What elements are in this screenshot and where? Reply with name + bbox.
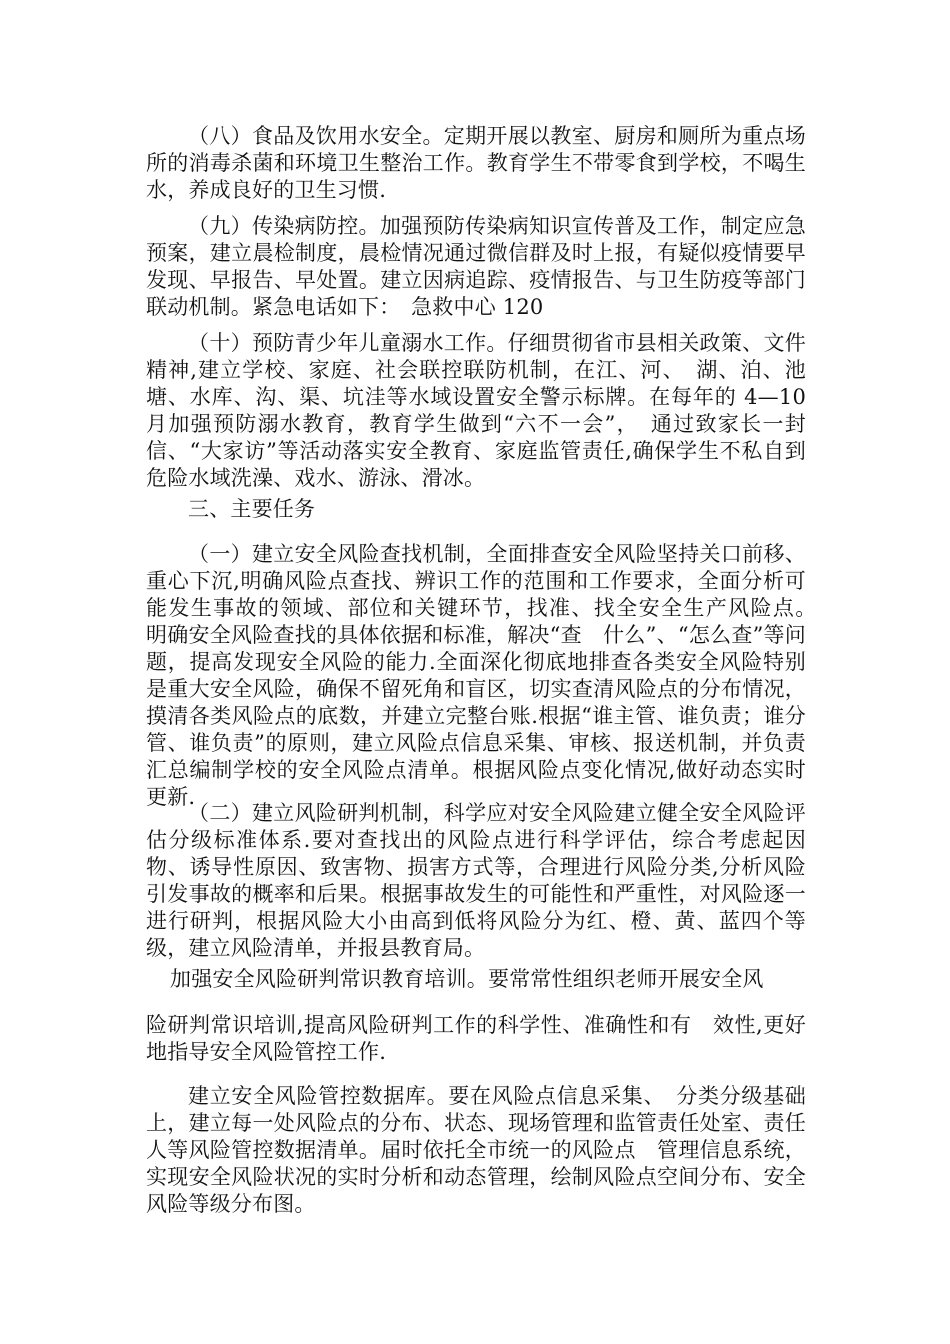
paragraph-infectious-disease-control: （九）传染病防控。加强预防传染病知识宣传普及工作，制定应急预案，建立晨检制度，晨检情况通过微信群及时上报，有疑似疫情要早发现、早报告、早处置。建立因病追踪、疫情报告、与卫生防疫等部门联动机制。紧急电话如下： 急救中心 120	[146, 214, 806, 319]
paragraph-risk-database: 建立安全风险管控数据库。要在风险点信息采集、 分类分级基础上，建立每一处风险点的分布、状态、现场管理和监管责任处室、责任人等风险管控数据清单。届时依托全市统一的风险点 管理信息系统，实现安全风险状况的实时分析和动态管理，绘制风险点空间分布、安全风险等级分布图。	[146, 1084, 806, 1216]
paragraph-risk-finding-mechanism: （一）建立安全风险查找机制，全面排查安全风险坚持关口前移、重心下沉,明确风险点查找、辨识工作的范围和工作要求，全面分析可能发生事故的领域、部位和关键环节，找准、找全安全生产风险点。 明确安全风险查找的具体依据和标准，解决“查 什么”、“怎么查”等问题，提高发现安全风险的能力.全面深化彻底地排查各类安全风险特别是重大安全风险，确保不留死角和盲区，切实查清风险点的分布情况，摸清各类风险点的底数，并建立完整台账.根据“谁主管、谁负责；谁分管、谁负责”的原则，建立风险点信息采集、审核、报送机制，并负责汇总编制学校的安全风险点清单。根据风险点变化情况,做好动态实时更新.	[146, 542, 828, 809]
paragraph-food-water-safety: （八）食品及饮用水安全。定期开展以教室、厨房和厕所为重点场所的消毒杀菌和环境卫生整治工作。教育学生不带零食到学校，不喝生水，养成良好的卫生习惯.	[146, 124, 806, 202]
section-heading-main-tasks: 三、主要任务	[188, 497, 316, 521]
paragraph-training-line2: 险研判常识培训,提高风险研判工作的科学性、准确性和有 效性,更好地指导安全风险管控工作.	[146, 1013, 806, 1064]
paragraph-risk-assessment-mechanism: （二）建立风险研判机制，科学应对安全风险建立健全安全风险评估分级标准体系.要对查找出的风险点进行科学评估，综合考虑起因物、诱导性原因、致害物、损害方式等，合理进行风险分类,分析风险引发事故的概率和后果。根据事故发生的可能性和严重性，对风险逐一进行研判，根据风险大小由高到低将风险分为红、橙、黄、蓝四个等级，建立风险清单，并报县教育局。	[146, 801, 806, 960]
paragraph-training-line1: 加强安全风险研判常识教育培训。要常常性组织老师开展安全风	[170, 967, 764, 991]
paragraph-drowning-prevention: （十）预防青少年儿童溺水工作。仔细贯彻省市县相关政策、文件精神,建立学校、家庭、社会联控联防机制，在江、河、 湖、泊、池塘、水库、沟、渠、坑洼等水域设置安全警示标牌。在每年的 4—10 月加强预防溺水教育，教育学生做到“六不一会”， 通过致家长一封信、“大家访”等活动落实安全教育、家庭监管责任,确保学生不私自到危险水域洗澡、戏水、游泳、滑冰。	[146, 331, 806, 490]
